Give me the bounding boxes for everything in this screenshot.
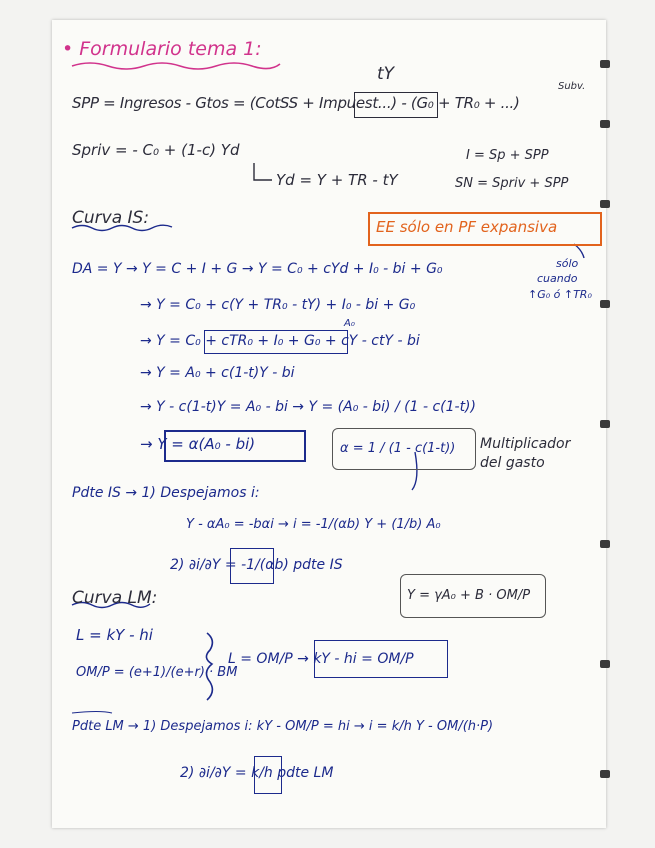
a0-mark: A₀ xyxy=(344,318,355,329)
spriv-equation: Spriv = - C₀ + (1-c) Yd xyxy=(72,141,240,159)
pdte-is-step-1: Y - αA₀ = -bαi → i = -1/(αb) Y + (1/b) A₀ xyxy=(186,517,441,532)
yd-definition: Yd = Y + TR - tY xyxy=(276,171,398,189)
pdte-is-heading: Pdte IS → 1) Despejamos i: xyxy=(72,485,260,501)
is-note: EE sólo en PF expansiva xyxy=(376,218,558,236)
is-step-4: → Y = A₀ + c(1-t)Y - bi xyxy=(140,365,295,381)
identity-i: I = Sp + SPP xyxy=(466,148,549,163)
pdte-lm-step-1: Pdte LM → 1) Despejamos i: kY - OM/P = hi → i = k/h Y - OM/(h·P) xyxy=(72,719,494,734)
annotation-ty: tY xyxy=(377,64,395,84)
is-step-6: → Y = α(A₀ - bi) xyxy=(140,435,256,453)
annotation-subv: Subv. xyxy=(558,81,586,92)
is-step-1: DA = Y → Y = C + I + G → Y = C₀ + cYd + I₀ - bi + G₀ xyxy=(72,261,443,277)
alpha-definition: α = 1 / (1 - c(1-t)) xyxy=(340,441,456,456)
is-curve-heading: Curva IS: xyxy=(72,208,150,228)
is-side-note-line-1: sólo xyxy=(556,257,579,270)
identity-sn: SN = Spriv + SPP xyxy=(455,176,569,191)
lm-equation: L = OM/P → kY - hi = OM/P xyxy=(228,651,414,667)
is-side-note-line-2: cuando xyxy=(537,272,578,285)
is-boxed-equation: Y = γA₀ + B · OM/P xyxy=(407,588,531,603)
is-side-note-line-3: ↑G₀ ó ↑TR₀ xyxy=(528,288,592,301)
is-step-3: → Y = C₀ + cTR₀ + I₀ + G₀ + cY - ctY - bi xyxy=(140,333,420,349)
spp-equation: SPP = Ingresos - Gtos = (CotSS + Impuest...) - (G₀ + TR₀ + ...) xyxy=(72,94,520,112)
lm-l-definition: L = kY - hi xyxy=(76,626,153,644)
multiplier-label-2: del gasto xyxy=(480,455,545,471)
lm-curve-heading: Curva LM: xyxy=(72,588,158,608)
page-title: • Formulario tema 1: xyxy=(62,38,262,60)
pdte-is-step-2: 2) ∂i/∂Y = -1/(αb) pdte IS xyxy=(170,557,343,573)
pdte-lm-step-2: 2) ∂i/∂Y = k/h pdte LM xyxy=(180,765,334,781)
is-step-5: → Y - c(1-t)Y = A₀ - bi → Y = (A₀ - bi) / (1 - c(1-t)) xyxy=(140,399,476,415)
multiplier-label-1: Multiplicador xyxy=(480,436,571,452)
lm-om-definition: OM/P = (e+1)/(e+r) · BM xyxy=(76,665,238,680)
impuest-highlight-box xyxy=(354,92,438,118)
is-step-2: → Y = C₀ + c(Y + TR₀ - tY) + I₀ - bi + G₀ xyxy=(140,297,416,313)
